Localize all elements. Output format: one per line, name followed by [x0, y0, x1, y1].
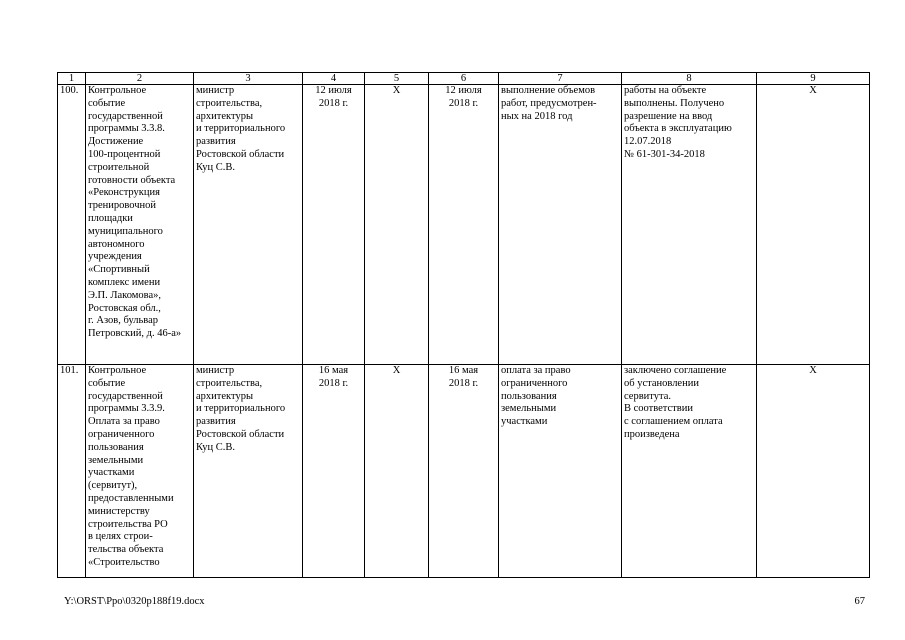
page-number: 67 [854, 596, 865, 607]
header-cell-6: 6 [429, 73, 499, 85]
results-table [57, 72, 870, 578]
fact-date: 16 мая 2018 г. [429, 365, 499, 578]
column-9-value: Х [757, 365, 870, 578]
column-5-value: Х [365, 365, 429, 578]
footer-file-path: Y:\ORST\Ppo\0320p188f19.docx [64, 596, 205, 607]
row-number: 101. [58, 365, 86, 578]
header-row [58, 73, 870, 85]
plan-result: оплата за право ограниченного пользования земельными участками [499, 365, 622, 578]
event-description: Контрольное событие государственной программы 3.3.8. Достижение 100-процентной строительной готовности объекта «Реконструкция тренировочной площадки муниципального автономного учреждения «Спортивный комплекс имени Э.П. Лакомова», Ростовская обл., г. Азов, бульвар Петровский, д. 46-а» [86, 85, 194, 365]
column-5-value: Х [365, 85, 429, 365]
header-cell-4: 4 [303, 73, 365, 85]
fact-result: работы на объекте выполнены. Получено разрешение на ввод объекта в эксплуатацию 12.07.2018 № 61-301-34-2018 [622, 85, 757, 365]
header-cell-3: 3 [194, 73, 303, 85]
header-cell-8: 8 [622, 73, 757, 85]
header-cell-9: 9 [757, 73, 870, 85]
header-cell-1: 1 [58, 73, 86, 85]
fact-date: 12 июля 2018 г. [429, 85, 499, 365]
responsible-person: министр строительства, архитектуры и территориального развития Ростовской области Куц С.В. [194, 365, 303, 578]
column-9-value: Х [757, 85, 870, 365]
plan-result: выполнение объемов работ, предусмотрен- ных на 2018 год [499, 85, 622, 365]
row-number: 100. [58, 85, 86, 365]
header-cell-7: 7 [499, 73, 622, 85]
table-row [58, 365, 870, 578]
responsible-person: министр строительства, архитектуры и территориального развития Ростовской области Куц С.В. [194, 85, 303, 365]
header-cell-2: 2 [86, 73, 194, 85]
plan-date: 12 июля 2018 г. [303, 85, 365, 365]
header-cell-5: 5 [365, 73, 429, 85]
event-description: Контрольное событие государственной программы 3.3.9. Оплата за право ограниченного пользования земельными участками (сервитут), предоставленными министерству строительства РО в целях строи- тельства объекта «Строительство [88, 365, 174, 568]
plan-date: 16 мая 2018 г. [303, 365, 365, 578]
table-row [58, 85, 870, 365]
fact-result: заключено соглашение об установлении сервитута. В соответствии с соглашением оплата произведена [622, 365, 757, 578]
